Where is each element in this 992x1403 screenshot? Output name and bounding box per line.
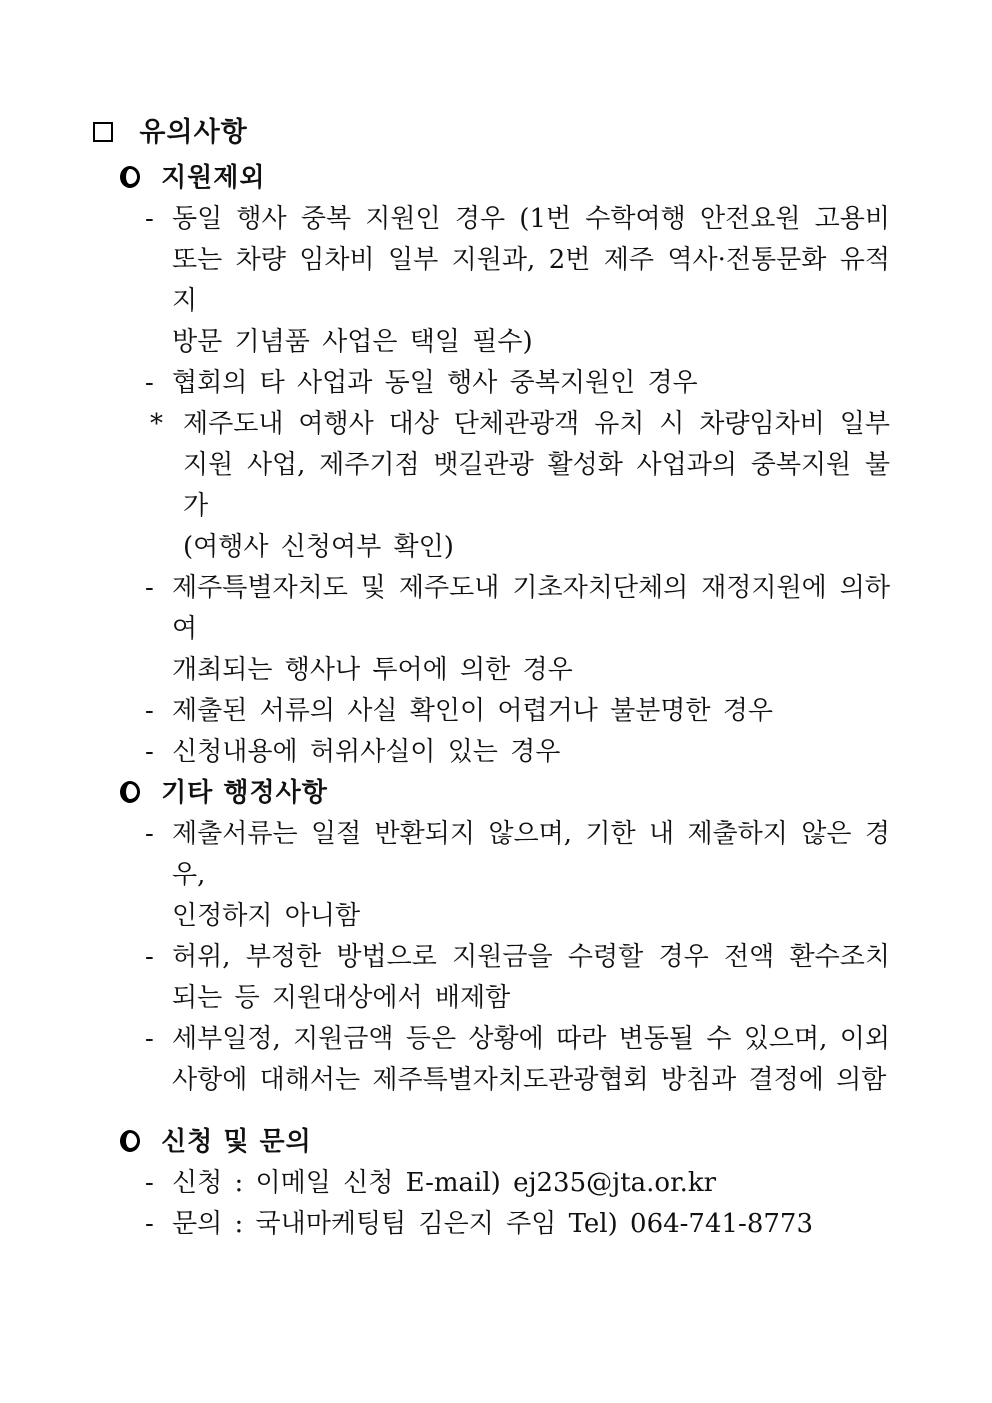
page-title: [93, 112, 890, 153]
page-title-text: 유의사항: [139, 117, 248, 148]
text-line: 허위, 부정한 방법으로 지원금을 수령할 경우 전액 환수조치: [172, 942, 890, 972]
text-line: 방문 기념품 사업은 택일 필수): [172, 327, 533, 357]
apply-email-line: 신청 : 이메일 신청 E-mail) ej235@jta.or.kr: [172, 1168, 717, 1198]
text-line: 제주도내 여행사 대상 단체관광객 유치 시 차량임차비 일부: [183, 409, 890, 439]
inquiry-tel-line: 문의 : 국내마케팅팀 김은지 주임 Tel) 064-741-8773: [172, 1209, 814, 1239]
text-line: 또는 차량 임차비 일부 지원과, 2번 제주 역사·전통문화 유적지: [172, 245, 890, 316]
text-line: 개최되는 행사나 투어에 의한 경우: [172, 655, 573, 685]
section-heading-text: 기타 행정사항: [161, 778, 328, 808]
list-item: [93, 814, 890, 937]
circle-bullet-icon: [120, 166, 140, 188]
section-heading-text: 지원제외: [161, 163, 266, 193]
text-line: 제출된 서류의 사실 확인이 어렵거나 불분명한 경우: [172, 696, 774, 726]
text-line: 인정하지 아니함: [172, 901, 361, 931]
section-heading-text: 신청 및 문의: [161, 1127, 312, 1157]
section-exclusions: [93, 158, 890, 773]
list-item: [93, 732, 890, 773]
dash-marker: -: [145, 1024, 154, 1054]
text-line: 제출서류는 일절 반환되지 않으며, 기한 내 제출하지 않은 경우,: [172, 819, 890, 890]
dash-marker: -: [145, 696, 154, 726]
section-heading: [120, 158, 890, 199]
text-line: 지원 사업, 제주기점 뱃길관광 활성화 사업과의 중복지원 불가: [183, 450, 890, 521]
text-line: 제주특별자치도 및 제주도내 기초자치단체의 재정지원에 의하여: [172, 573, 890, 644]
dash-marker: -: [145, 573, 154, 603]
text-line: 되는 등 지원대상에서 배제함: [172, 983, 511, 1013]
text-line: 동일 행사 중복 지원인 경우 (1번 수학여행 안전요원 고용비: [172, 204, 890, 234]
circle-bullet-icon: [120, 781, 140, 803]
text-line: 사항에 대해서는 제주특별자치도관광협회 방침과 결정에 의함: [172, 1065, 887, 1095]
square-bullet-icon: [93, 122, 113, 142]
list-item: [93, 363, 890, 404]
section-admin: [93, 773, 890, 1101]
dash-marker: -: [145, 204, 154, 234]
section-contact: [93, 1122, 890, 1245]
text-line: (여행사 신청여부 확인): [183, 532, 454, 562]
list-item: [93, 1019, 890, 1101]
list-item-apply: [93, 1163, 890, 1204]
dash-marker: -: [145, 942, 154, 972]
text-line: 신청내용에 허위사실이 있는 경우: [172, 737, 561, 767]
dash-marker: -: [145, 737, 154, 767]
section-heading: [120, 1122, 890, 1163]
dash-marker: -: [145, 1168, 154, 1198]
list-item-inquiry: [93, 1204, 890, 1245]
text-line: 협회의 타 사업과 동일 행사 중복지원인 경우: [172, 368, 698, 398]
dash-marker: -: [145, 819, 154, 849]
asterisk-marker: *: [150, 409, 163, 439]
list-item: [93, 937, 890, 1019]
list-item: [93, 691, 890, 732]
dash-marker: -: [145, 1209, 154, 1239]
list-item: [93, 568, 890, 691]
dash-marker: -: [145, 368, 154, 398]
list-item: [93, 199, 890, 363]
section-heading: [120, 773, 890, 814]
text-line: 세부일정, 지원금액 등은 상황에 따라 변동될 수 있으며, 이외: [172, 1024, 890, 1054]
circle-bullet-icon: [120, 1130, 140, 1152]
list-item-note: [93, 404, 890, 568]
